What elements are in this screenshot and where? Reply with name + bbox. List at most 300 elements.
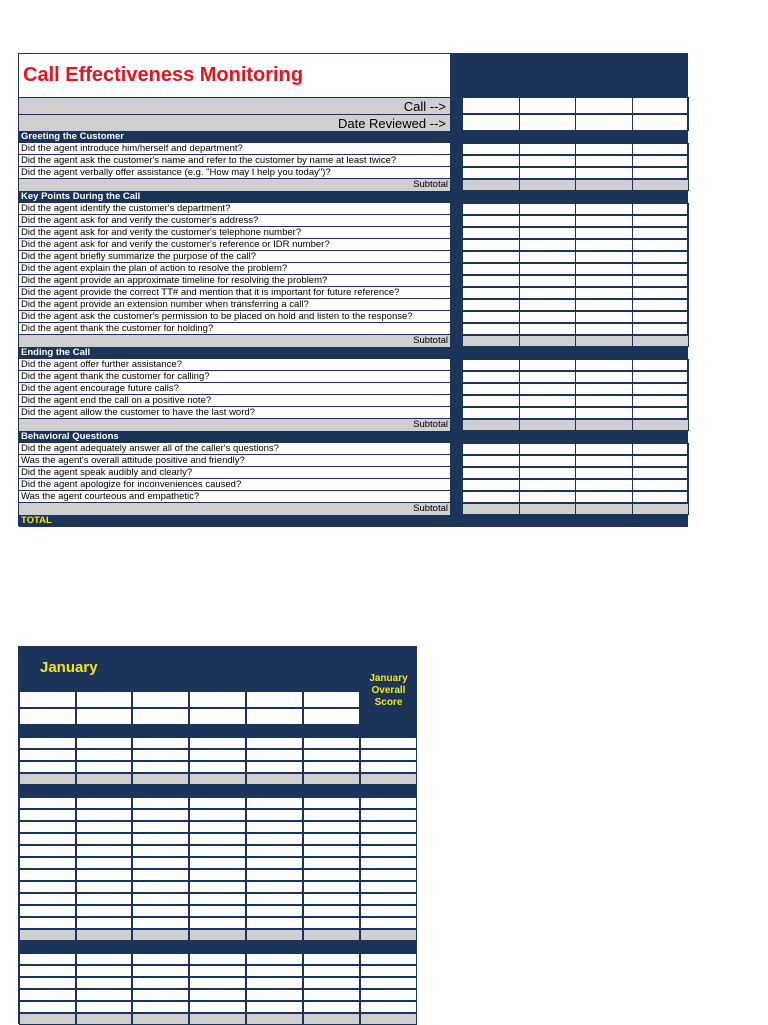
january-score-cell[interactable] <box>246 965 303 977</box>
january-band-cell <box>76 773 132 785</box>
score-cell[interactable] <box>462 239 520 251</box>
january-score-cell[interactable] <box>76 869 132 881</box>
january-band-cell <box>132 725 189 737</box>
score-cell[interactable] <box>462 203 520 215</box>
january-score-cell[interactable] <box>303 761 360 773</box>
separator-cell <box>450 503 462 515</box>
january-score-cell[interactable] <box>360 893 417 905</box>
january-score-cell[interactable] <box>189 989 246 1001</box>
score-cell[interactable] <box>575 239 633 251</box>
january-score-cell[interactable] <box>360 833 417 845</box>
january-score-cell[interactable] <box>132 965 189 977</box>
score-cell[interactable] <box>632 443 690 455</box>
score-cell[interactable] <box>519 287 577 299</box>
score-cell[interactable] <box>462 143 520 155</box>
score-cell[interactable] <box>462 311 520 323</box>
january-score-cell[interactable] <box>246 821 303 833</box>
score-cell[interactable] <box>575 114 633 131</box>
january-score-cell[interactable] <box>132 893 189 905</box>
january-score-cell[interactable] <box>19 708 76 725</box>
score-cell[interactable] <box>575 287 633 299</box>
january-score-cell[interactable] <box>303 737 360 749</box>
january-score-cell[interactable] <box>246 989 303 1001</box>
score-cell[interactable] <box>632 383 690 395</box>
score-cell[interactable] <box>632 491 690 503</box>
question-row: Was the agent courteous and empathetic? <box>19 491 450 503</box>
january-score-cell[interactable] <box>360 821 417 833</box>
january-score-cell[interactable] <box>76 749 132 761</box>
january-score-cell[interactable] <box>246 977 303 989</box>
january-score-cell[interactable] <box>76 833 132 845</box>
january-score-cell[interactable] <box>189 749 246 761</box>
january-score-cell[interactable] <box>76 989 132 1001</box>
score-cell[interactable] <box>519 491 577 503</box>
january-score-cell[interactable] <box>19 893 76 905</box>
january-score-cell[interactable] <box>246 833 303 845</box>
january-score-cell[interactable] <box>19 881 76 893</box>
score-cell[interactable] <box>462 114 520 131</box>
january-score-cell[interactable] <box>303 821 360 833</box>
score-cell[interactable] <box>462 467 520 479</box>
january-score-cell[interactable] <box>360 989 417 1001</box>
january-score-cell[interactable] <box>132 857 189 869</box>
january-score-cell[interactable] <box>19 905 76 917</box>
score-cell[interactable] <box>519 311 577 323</box>
january-score-cell[interactable] <box>76 708 132 725</box>
january-score-cell[interactable] <box>246 905 303 917</box>
january-score-cell[interactable] <box>246 845 303 857</box>
january-score-cell[interactable] <box>189 833 246 845</box>
score-cell[interactable] <box>462 455 520 467</box>
january-score-cell[interactable] <box>246 749 303 761</box>
january-score-cell[interactable] <box>303 905 360 917</box>
score-cell[interactable] <box>632 263 690 275</box>
score-cell[interactable] <box>632 479 690 491</box>
score-cell[interactable] <box>575 263 633 275</box>
january-score-cell[interactable] <box>303 977 360 989</box>
score-cell[interactable] <box>632 371 690 383</box>
score-cell[interactable] <box>462 215 520 227</box>
january-score-cell[interactable] <box>246 953 303 965</box>
january-score-cell[interactable] <box>132 905 189 917</box>
january-score-cell[interactable] <box>189 977 246 989</box>
january-score-cell[interactable] <box>360 737 417 749</box>
january-band-cell <box>303 941 360 953</box>
january-score-cell[interactable] <box>303 797 360 809</box>
score-cell[interactable] <box>575 155 633 167</box>
score-cell[interactable] <box>519 407 577 419</box>
january-score-cell[interactable] <box>189 737 246 749</box>
score-cell[interactable] <box>632 143 690 155</box>
january-score-cell[interactable] <box>303 708 360 725</box>
january-score-cell[interactable] <box>303 965 360 977</box>
january-score-cell[interactable] <box>303 917 360 929</box>
score-cell[interactable] <box>632 155 690 167</box>
score-cell[interactable] <box>462 227 520 239</box>
question-row: Did the agent allow the customer to have the last word? <box>19 407 450 419</box>
january-score-cell[interactable] <box>189 845 246 857</box>
header-cell <box>462 419 520 431</box>
january-band-cell <box>189 1013 246 1025</box>
january-score-cell[interactable] <box>360 977 417 989</box>
score-cell[interactable] <box>519 467 577 479</box>
score-cell[interactable] <box>519 251 577 263</box>
subtotal-row: Subtotal <box>19 335 450 347</box>
january-score-cell[interactable] <box>189 691 246 708</box>
january-score-cell[interactable] <box>132 917 189 929</box>
score-cell[interactable] <box>462 359 520 371</box>
january-score-cell[interactable] <box>132 1001 189 1013</box>
score-cell[interactable] <box>575 395 633 407</box>
january-score-cell[interactable] <box>132 797 189 809</box>
january-score-cell[interactable] <box>19 845 76 857</box>
score-cell[interactable] <box>575 479 633 491</box>
january-score-cell[interactable] <box>19 989 76 1001</box>
section-header: Greeting the Customer <box>19 131 688 143</box>
score-cell[interactable] <box>632 167 690 179</box>
january-score-cell[interactable] <box>246 691 303 708</box>
january-score-cell[interactable] <box>19 917 76 929</box>
january-score-cell[interactable] <box>76 797 132 809</box>
score-cell[interactable] <box>519 455 577 467</box>
question-row: Did the agent ask for and verify the customer's address? <box>19 215 450 227</box>
january-score-cell[interactable] <box>76 905 132 917</box>
january-score-cell[interactable] <box>246 893 303 905</box>
january-score-cell[interactable] <box>76 691 132 708</box>
january-score-cell[interactable] <box>76 761 132 773</box>
january-score-cell[interactable] <box>19 749 76 761</box>
january-score-cell[interactable] <box>19 821 76 833</box>
form-title-box <box>19 54 451 97</box>
january-score-cell[interactable] <box>19 833 76 845</box>
score-cell[interactable] <box>575 251 633 263</box>
score-cell[interactable] <box>632 395 690 407</box>
january-score-cell[interactable] <box>76 977 132 989</box>
score-cell[interactable] <box>575 455 633 467</box>
separator-cell <box>450 479 462 491</box>
january-score-cell[interactable] <box>132 691 189 708</box>
question-row: Did the agent ask for and verify the customer's telephone number? <box>19 227 450 239</box>
january-score-cell[interactable] <box>132 977 189 989</box>
question-row: Did the agent ask the customer's permission to be placed on hold and listen to the response? <box>19 311 450 323</box>
score-cell[interactable] <box>462 395 520 407</box>
january-score-cell[interactable] <box>189 953 246 965</box>
january-score-cell[interactable] <box>19 857 76 869</box>
score-cell[interactable] <box>632 275 690 287</box>
january-score-cell[interactable] <box>246 857 303 869</box>
january-score-cell[interactable] <box>189 881 246 893</box>
january-score-cell[interactable] <box>246 881 303 893</box>
january-band-cell <box>189 785 246 797</box>
score-cell[interactable] <box>519 359 577 371</box>
score-cell[interactable] <box>575 203 633 215</box>
score-cell[interactable] <box>632 323 690 335</box>
header-cell <box>575 503 633 515</box>
january-score-cell[interactable] <box>132 737 189 749</box>
january-score-cell[interactable] <box>360 905 417 917</box>
january-score-cell[interactable] <box>189 821 246 833</box>
score-cell[interactable] <box>462 443 520 455</box>
january-score-cell[interactable] <box>303 749 360 761</box>
january-score-cell[interactable] <box>76 809 132 821</box>
january-score-cell[interactable] <box>246 761 303 773</box>
january-score-cell[interactable] <box>189 1001 246 1013</box>
score-cell[interactable] <box>462 371 520 383</box>
january-score-cell[interactable] <box>303 953 360 965</box>
subtotal-row: Subtotal <box>19 503 450 515</box>
score-cell[interactable] <box>462 299 520 311</box>
score-cell[interactable] <box>462 479 520 491</box>
january-band-cell <box>19 725 76 737</box>
score-cell[interactable] <box>519 143 577 155</box>
january-score-cell[interactable] <box>19 953 76 965</box>
january-score-cell[interactable] <box>19 761 76 773</box>
separator-cell <box>450 299 462 311</box>
january-score-cell[interactable] <box>189 965 246 977</box>
header-cell <box>632 335 690 347</box>
separator-cell <box>450 215 462 227</box>
january-score-cell[interactable] <box>76 965 132 977</box>
score-cell[interactable] <box>575 383 633 395</box>
january-score-cell[interactable] <box>76 881 132 893</box>
january-score-cell[interactable] <box>189 869 246 881</box>
question-row: Did the agent ask for and verify the customer's reference or IDR number? <box>19 239 450 251</box>
score-cell[interactable] <box>519 167 577 179</box>
score-cell[interactable] <box>519 227 577 239</box>
score-cell[interactable] <box>632 455 690 467</box>
january-score-cell[interactable] <box>132 708 189 725</box>
january-score-cell[interactable] <box>246 869 303 881</box>
score-cell[interactable] <box>519 323 577 335</box>
question-row: Did the agent provide an approximate timeline for resolving the problem? <box>19 275 450 287</box>
score-cell[interactable] <box>462 263 520 275</box>
january-score-cell[interactable] <box>189 809 246 821</box>
question-row: Did the agent thank the customer for holding? <box>19 323 450 335</box>
score-cell[interactable] <box>575 167 633 179</box>
january-score-cell[interactable] <box>189 917 246 929</box>
january-scorecard <box>18 646 417 1024</box>
question-row: Did the agent introduce him/herself and department? <box>19 143 450 155</box>
january-score-cell[interactable] <box>246 708 303 725</box>
january-score-cell[interactable] <box>246 737 303 749</box>
january-score-cell[interactable] <box>303 691 360 708</box>
question-row: Did the agent identify the customer's department? <box>19 203 450 215</box>
january-score-cell[interactable] <box>246 917 303 929</box>
score-cell[interactable] <box>632 114 690 131</box>
january-score-cell[interactable] <box>360 797 417 809</box>
january-band-cell <box>303 725 360 737</box>
header-cell <box>575 335 633 347</box>
january-score-cell[interactable] <box>132 809 189 821</box>
january-overall-score-label: January Overall Score <box>369 673 408 708</box>
score-cell[interactable] <box>632 407 690 419</box>
january-score-cell[interactable] <box>360 857 417 869</box>
january-score-cell[interactable] <box>132 749 189 761</box>
score-cell[interactable] <box>519 215 577 227</box>
january-score-cell[interactable] <box>132 761 189 773</box>
january-score-cell[interactable] <box>360 881 417 893</box>
score-cell[interactable] <box>575 215 633 227</box>
january-score-cell[interactable] <box>132 821 189 833</box>
january-score-cell[interactable] <box>246 1001 303 1013</box>
january-score-cell[interactable] <box>360 809 417 821</box>
january-score-cell[interactable] <box>246 809 303 821</box>
january-score-cell[interactable] <box>246 797 303 809</box>
separator-cell <box>450 239 462 251</box>
separator-cell <box>450 275 462 287</box>
january-score-cell[interactable] <box>189 761 246 773</box>
january-score-cell[interactable] <box>189 857 246 869</box>
january-score-cell[interactable] <box>360 845 417 857</box>
january-score-cell[interactable] <box>303 893 360 905</box>
january-score-cell[interactable] <box>189 708 246 725</box>
january-band-cell <box>189 773 246 785</box>
score-cell[interactable] <box>575 443 633 455</box>
january-score-cell[interactable] <box>303 989 360 1001</box>
score-cell[interactable] <box>519 299 577 311</box>
question-row: Did the agent briefly summarize the purpose of the call? <box>19 251 450 263</box>
january-score-cell[interactable] <box>19 1001 76 1013</box>
january-score-cell[interactable] <box>360 869 417 881</box>
header-cell <box>519 419 577 431</box>
score-cell[interactable] <box>462 275 520 287</box>
january-score-cell[interactable] <box>132 869 189 881</box>
january-score-cell[interactable] <box>76 953 132 965</box>
january-band-cell <box>76 725 132 737</box>
score-cell[interactable] <box>462 383 520 395</box>
score-cell[interactable] <box>632 311 690 323</box>
score-cell[interactable] <box>462 287 520 299</box>
january-score-cell[interactable] <box>132 953 189 965</box>
score-cell[interactable] <box>575 467 633 479</box>
score-cell[interactable] <box>632 287 690 299</box>
january-score-cell[interactable] <box>76 917 132 929</box>
january-score-cell[interactable] <box>360 965 417 977</box>
score-cell[interactable] <box>575 97 633 114</box>
score-cell[interactable] <box>519 443 577 455</box>
january-score-cell[interactable] <box>303 833 360 845</box>
january-score-cell[interactable] <box>76 1001 132 1013</box>
score-cell[interactable] <box>519 479 577 491</box>
score-cell[interactable] <box>632 467 690 479</box>
score-cell[interactable] <box>519 239 577 251</box>
score-cell[interactable] <box>632 227 690 239</box>
january-score-cell[interactable] <box>189 797 246 809</box>
score-cell[interactable] <box>575 311 633 323</box>
header-cell <box>519 503 577 515</box>
score-cell[interactable] <box>575 491 633 503</box>
score-cell[interactable] <box>575 275 633 287</box>
january-score-cell[interactable] <box>189 905 246 917</box>
january-score-cell[interactable] <box>132 833 189 845</box>
january-score-cell[interactable] <box>19 691 76 708</box>
score-cell[interactable] <box>462 155 520 167</box>
question-row: Did the agent ask the customer's name and refer to the customer by name at least twice? <box>19 155 450 167</box>
score-cell[interactable] <box>632 97 690 114</box>
score-cell[interactable] <box>462 167 520 179</box>
question-row: Did the agent encourage future calls? <box>19 383 450 395</box>
section-header: Behavioral Questions <box>19 431 688 443</box>
score-cell[interactable] <box>462 491 520 503</box>
header-cell <box>632 179 690 191</box>
january-score-cell[interactable] <box>360 761 417 773</box>
separator-cell <box>450 251 462 263</box>
header-cell <box>575 419 633 431</box>
january-score-cell[interactable] <box>360 1001 417 1013</box>
score-cell[interactable] <box>575 299 633 311</box>
january-score-cell[interactable] <box>76 821 132 833</box>
score-cell[interactable] <box>462 251 520 263</box>
score-cell[interactable] <box>632 359 690 371</box>
header-cell <box>462 503 520 515</box>
score-cell[interactable] <box>519 275 577 287</box>
january-score-cell[interactable] <box>132 989 189 1001</box>
january-score-cell[interactable] <box>19 737 76 749</box>
january-score-cell[interactable] <box>132 881 189 893</box>
january-score-cell[interactable] <box>303 857 360 869</box>
score-cell[interactable] <box>519 97 577 114</box>
january-score-cell[interactable] <box>303 869 360 881</box>
score-cell[interactable] <box>519 263 577 275</box>
score-cell[interactable] <box>519 371 577 383</box>
header-cell <box>632 419 690 431</box>
score-cell[interactable] <box>575 407 633 419</box>
january-score-cell[interactable] <box>303 845 360 857</box>
january-score-cell[interactable] <box>303 1001 360 1013</box>
score-cell[interactable] <box>632 251 690 263</box>
separator-cell <box>450 443 462 455</box>
january-band-cell <box>246 773 303 785</box>
score-cell[interactable] <box>462 323 520 335</box>
january-score-cell[interactable] <box>19 965 76 977</box>
january-score-cell[interactable] <box>76 893 132 905</box>
score-cell[interactable] <box>462 97 520 114</box>
header-cell <box>462 335 520 347</box>
question-row: Did the agent explain the plan of action to resolve the problem? <box>19 263 450 275</box>
january-score-cell[interactable] <box>303 881 360 893</box>
january-score-cell[interactable] <box>19 869 76 881</box>
score-cell[interactable] <box>462 407 520 419</box>
january-score-cell[interactable] <box>360 917 417 929</box>
score-cell[interactable] <box>575 359 633 371</box>
january-score-cell[interactable] <box>189 893 246 905</box>
score-cell[interactable] <box>632 239 690 251</box>
january-score-cell[interactable] <box>132 845 189 857</box>
score-cell[interactable] <box>519 395 577 407</box>
score-cell[interactable] <box>519 155 577 167</box>
score-cell[interactable] <box>632 215 690 227</box>
score-cell[interactable] <box>575 323 633 335</box>
score-cell[interactable] <box>575 371 633 383</box>
call-monitoring-form <box>18 53 688 526</box>
january-score-cell[interactable] <box>19 977 76 989</box>
score-cell[interactable] <box>575 143 633 155</box>
score-cell[interactable] <box>519 383 577 395</box>
score-cell[interactable] <box>632 203 690 215</box>
score-cell[interactable] <box>519 203 577 215</box>
score-cell[interactable] <box>519 114 577 131</box>
january-score-cell[interactable] <box>76 737 132 749</box>
january-score-cell[interactable] <box>360 953 417 965</box>
january-score-cell[interactable] <box>76 845 132 857</box>
january-score-cell[interactable] <box>76 857 132 869</box>
january-score-cell[interactable] <box>360 749 417 761</box>
score-cell[interactable] <box>575 227 633 239</box>
january-score-cell[interactable] <box>19 809 76 821</box>
score-cell[interactable] <box>632 299 690 311</box>
january-score-cell[interactable] <box>19 797 76 809</box>
january-score-cell[interactable] <box>303 809 360 821</box>
